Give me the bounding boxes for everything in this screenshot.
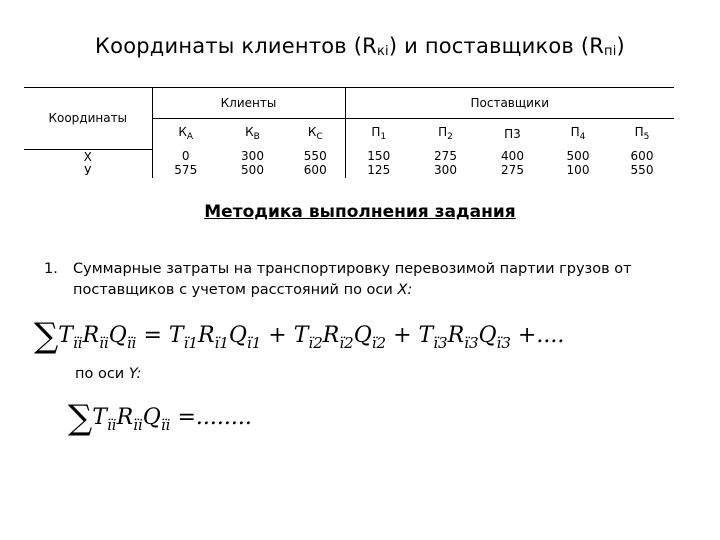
client-name-cell: [152, 119, 219, 150]
supplier-name-cell: [546, 119, 610, 150]
formula-index: 2: [344, 334, 354, 352]
supplier-name: П: [371, 124, 381, 139]
client-x-value: 550: [286, 149, 345, 163]
header-clients: Клиенты: [152, 88, 345, 119]
formula-index: 3: [501, 334, 511, 352]
sigma-symbol: ∑: [34, 316, 59, 356]
formula-mark: ї: [339, 334, 345, 352]
supplier-name-sub: 4: [579, 131, 586, 142]
coordinates-table: [24, 87, 674, 178]
supplier-y-value: 550: [630, 163, 654, 178]
formula-index: i: [137, 416, 143, 434]
formula-mark: ї: [371, 334, 377, 352]
axis-label: У: [84, 163, 92, 178]
formula-mark: ї: [464, 334, 469, 352]
header-suppliers: Поставщики: [345, 88, 674, 119]
section-heading: Методика выполнения задания: [204, 202, 516, 222]
supplier-name-cell: [610, 119, 674, 150]
formula-tail: =........: [170, 405, 252, 430]
client-x-value: 0: [181, 149, 190, 164]
formula-mark: ї: [160, 416, 166, 434]
formula-y: [68, 398, 252, 438]
supplier-x-value: 500: [566, 149, 590, 164]
axis-y-caption: [75, 366, 141, 382]
formula-index: 1: [251, 334, 262, 352]
list-item-body: Суммарные затраты на транспортировку перевозимой партии грузов от поставщиков с учетом расстояний по оси: [73, 261, 632, 298]
supplier-x-value: 600: [630, 149, 654, 164]
sigma-symbol: ∑: [68, 398, 93, 438]
list-item-text: [73, 259, 673, 301]
client-name-sub: С: [316, 131, 323, 142]
title-text-mid: ) и поставщиков (R: [388, 34, 605, 58]
plus-sign: +: [261, 323, 294, 348]
formula-index: 3: [438, 334, 448, 352]
client-name: К: [178, 124, 187, 139]
axis-labels-cell: [24, 149, 152, 178]
supplier-y-value: 300: [434, 163, 457, 178]
formula-symbol: R: [447, 323, 465, 348]
formula-index: 3: [468, 334, 479, 352]
formula-mark: ї: [496, 334, 502, 352]
formula-symbol: Q: [228, 323, 247, 348]
list-item-number: 1.: [44, 261, 58, 277]
formula-index: 2: [376, 334, 387, 352]
supplier-name-sub: 1: [380, 131, 387, 142]
supplier-name: П3: [504, 127, 521, 141]
formula-symbol: R: [116, 405, 134, 430]
supplier-y-value: 275: [501, 163, 524, 178]
formula-symbol: Q: [142, 405, 161, 430]
formula-mark: ї: [246, 334, 252, 352]
formula-symbol: R: [197, 323, 215, 348]
formula-symbol: Q: [108, 323, 127, 348]
client-y-value: 600: [286, 163, 345, 177]
formula-index: i: [131, 334, 137, 352]
client-name-sub: А: [186, 131, 194, 142]
supplier-name-cell: [412, 119, 479, 150]
formula-x: [34, 316, 564, 356]
page-title: [0, 34, 720, 59]
formula-mark: ї: [106, 416, 112, 434]
supplier-name: П: [438, 124, 448, 139]
title-sub-clients: кi: [376, 44, 389, 59]
supplier-name-sub: 2: [447, 131, 453, 142]
formula-term: [418, 323, 511, 352]
formula-index: i: [77, 334, 83, 352]
formula-symbol: Q: [478, 323, 497, 348]
title-text-end: ): [616, 34, 625, 58]
axis-label-y: Y:: [128, 366, 142, 382]
axis-y-caption-text: по оси: [75, 366, 129, 382]
formula-index: 1: [188, 334, 198, 352]
formula-index: i: [103, 334, 109, 352]
supplier-y-value: 125: [367, 163, 391, 178]
client-y-value: 500: [241, 163, 264, 178]
formula-mark: ї: [99, 334, 104, 352]
formula-index: 2: [313, 334, 323, 352]
formula-symbol: T: [92, 405, 107, 430]
formula-term: [168, 323, 262, 352]
formula-mark: ї: [133, 416, 138, 434]
formula-symbol: R: [322, 323, 340, 348]
client-y-value: 575: [174, 163, 198, 178]
client-name: К: [245, 124, 254, 139]
axis-label-x: X:: [397, 282, 413, 298]
header-coordinates: Координаты: [24, 88, 152, 150]
client-name-cell: [286, 119, 345, 150]
formula-symbol: T: [168, 323, 184, 348]
formula-mark: ї: [214, 334, 220, 352]
formula-mark: ї: [308, 334, 314, 352]
formula-index: i: [111, 416, 117, 434]
equals-sign: =: [136, 323, 169, 348]
plus-sign: +: [386, 323, 419, 348]
supplier-name-sub: 5: [643, 131, 650, 142]
axis-label: X: [83, 149, 92, 164]
supplier-name: П: [634, 124, 644, 139]
formula-mark: ї: [433, 334, 439, 352]
formula-mark: ї: [183, 334, 189, 352]
supplier-name: П: [570, 124, 580, 139]
formula-tail: +....: [510, 323, 565, 348]
formula-symbol: Q: [353, 323, 372, 348]
supplier-name-cell: [479, 119, 546, 150]
supplier-x-value: 275: [434, 149, 457, 164]
formula-term: [293, 323, 387, 352]
title-text: Координаты клиентов (R: [95, 34, 377, 58]
formula-mark: ї: [126, 334, 132, 352]
client-name-sub: В: [253, 131, 260, 142]
formula-index: i: [165, 416, 171, 434]
formula-lhs: [58, 323, 137, 352]
supplier-name-cell: [345, 119, 412, 150]
formula-symbol: R: [82, 323, 100, 348]
supplier-x-value: 400: [501, 149, 524, 164]
supplier-y-value: 100: [566, 163, 590, 178]
supplier-x-value: 150: [367, 149, 391, 164]
formula-lhs: [92, 405, 171, 434]
formula-mark: ї: [72, 334, 78, 352]
client-name: К: [307, 124, 317, 139]
formula-index: 1: [219, 334, 229, 352]
formula-symbol: T: [58, 323, 73, 348]
client-x-value: 300: [241, 149, 264, 164]
formula-symbol: T: [293, 323, 309, 348]
title-sub-suppliers: пi: [604, 44, 617, 59]
client-name-cell: [219, 119, 286, 150]
formula-symbol: T: [418, 323, 434, 348]
